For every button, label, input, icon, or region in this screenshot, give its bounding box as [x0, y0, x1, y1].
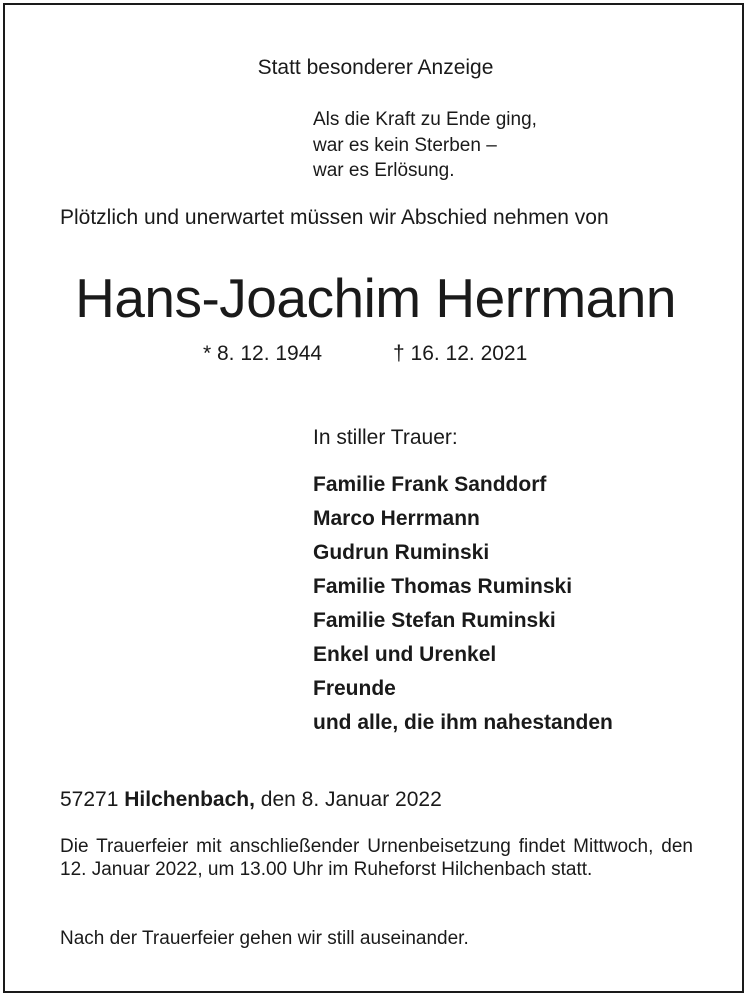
city: Hilchenbach, [124, 788, 255, 811]
deceased-name: Hans-Joachim Herrmann [75, 267, 676, 329]
death-date: † 16. 12. 2021 [393, 342, 528, 365]
postcode: 57271 [60, 788, 119, 811]
service-info: Die Trauerfeier mit anschließender Urnenbeisetzung findet Mittwoch, den 12. Januar 2022, um 13.00 Uhr im Ruheforst Hilchenbach statt. [60, 836, 693, 880]
closing-note: Nach der Trauerfeier gehen wir still auseinander. [60, 928, 469, 949]
poem-line: war es Erlösung. [313, 160, 455, 181]
poem-line: war es kein Sterben – [313, 134, 497, 156]
mourner-item: und alle, die ihm nahestanden [313, 711, 613, 734]
header-notice: Statt besonderer Anzeige [257, 56, 494, 79]
mourner-item: Familie Frank Sanddorf [313, 473, 547, 496]
mourner-item: Familie Thomas Ruminski [313, 575, 573, 598]
mourning-label: In stiller Trauer: [313, 426, 458, 449]
mourner-item: Enkel und Urenkel [313, 643, 497, 666]
mourners-list [313, 468, 613, 740]
mourner-item: Gudrun Ruminski [313, 541, 490, 564]
mourner-item: Familie Stefan Ruminski [313, 609, 556, 632]
poem [313, 107, 537, 184]
mourner-item: Freunde [313, 677, 396, 700]
notice-date: den 8. Januar 2022 [260, 788, 442, 811]
birth-date: * 8. 12. 1944 [203, 342, 323, 365]
mourner-item: Marco Herrmann [313, 507, 480, 530]
place-date-line [60, 788, 442, 812]
intro-text: Plötzlich und unerwartet müssen wir Abschied nehmen von [60, 206, 609, 229]
poem-line: Als die Kraft zu Ende ging, [313, 109, 537, 130]
